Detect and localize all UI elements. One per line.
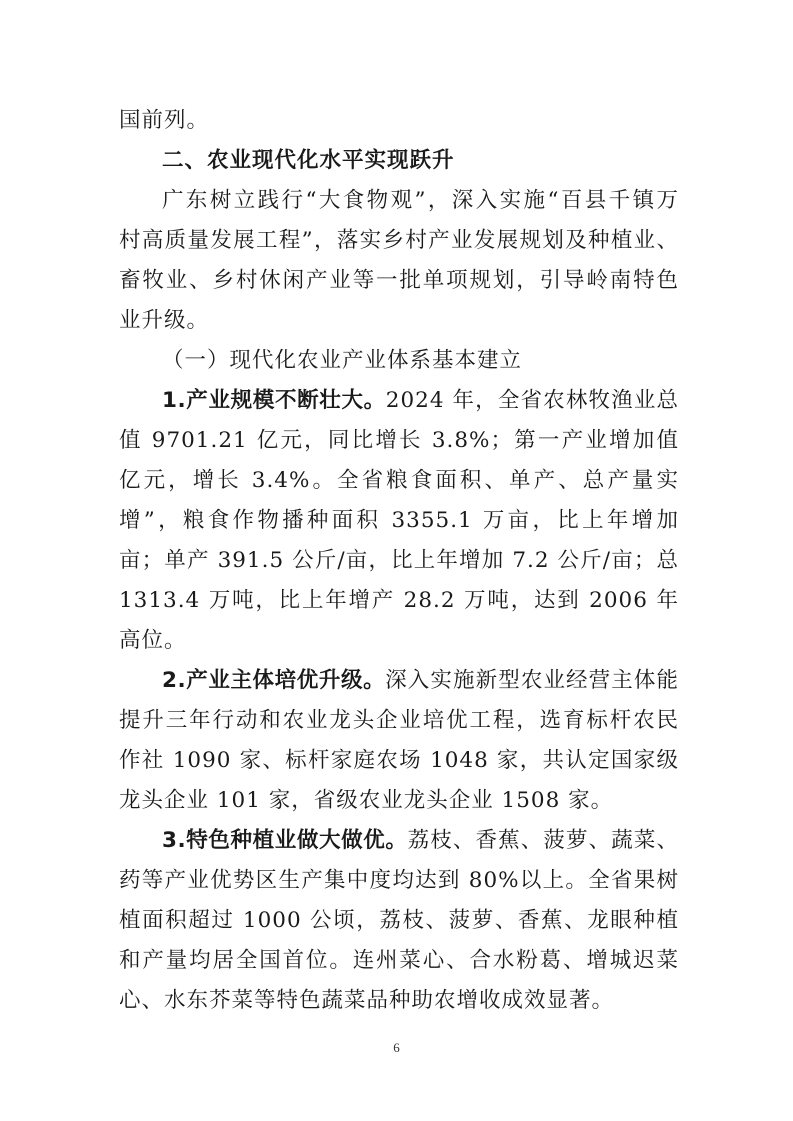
page-number: 6	[393, 1040, 400, 1055]
paragraph-first-line	[162, 386, 679, 416]
paragraph-lead: 1.产业规模不断壮大。	[162, 388, 386, 413]
paragraph-lead: 2.产业主体培优升级。	[162, 668, 386, 693]
text-line: 值 9701.21 亿元，同比增长 3.8%；第一产业增加值	[119, 428, 679, 453]
text-line: 作社 1090 家、标杆家庭农场 1048 家，共认定国家级	[119, 748, 679, 773]
paragraph-lead: 3.特色种植业做大做优。	[162, 828, 408, 853]
text-line: 提升三年行动和农业龙头企业培优工程，选育标杆农民	[119, 708, 679, 733]
paragraph-first-line	[162, 826, 679, 856]
text-line: 植面积超过 1000 公顷，荔枝、菠萝、香蕉、龙眼种植	[119, 908, 679, 933]
paragraph-text: 荔枝、香蕉、菠萝、蔬菜、	[407, 828, 679, 853]
text-line: 和产量均居全国首位。连州菜心、合水粉葛、增城迟菜	[119, 948, 679, 973]
text-line: 高位。	[119, 628, 187, 653]
text-line: 国前列。	[119, 108, 210, 133]
text-line: 心、水东芥菜等特色蔬菜品种助农增收成效显著。	[119, 988, 615, 1013]
text-line: 畜牧业、乡村休闲产业等一批单项规划，引导岭南特色	[119, 268, 679, 293]
paragraph-text: 2024 年，全省农林牧渔业总	[385, 388, 679, 413]
text-line: 村高质量发展工程”，落实乡村产业发展规划及种植业、	[119, 228, 679, 253]
text-line: 亩；单产 391.5 公斤/亩，比上年增加 7.2 公斤/亩；总	[119, 548, 679, 573]
paragraph-first-line	[162, 666, 679, 696]
subsection-heading: （一）现代化农业产业体系基本建立	[162, 348, 523, 373]
text-line: 增”，粮食作物播种面积 3355.1 万亩，比上年增加	[119, 508, 679, 533]
text-line: 龙头企业 101 家，省级农业龙头企业 1508 家。	[119, 788, 614, 813]
text-line: 广东树立践行“大食物观”，深入实施“百县千镇万	[162, 188, 679, 213]
section-heading: 二、农业现代化水平实现跃升	[162, 148, 455, 173]
text-line: 1313.4 万吨，比上年增产 28.2 万吨，达到 2006 年	[119, 588, 679, 613]
text-line: 业升级。	[119, 308, 210, 333]
paragraph-text: 深入实施新型农业经营主体能	[385, 668, 679, 693]
text-line: 亿元，增长 3.4%。全省粮食面积、单产、总产量实	[119, 468, 679, 493]
text-line: 药等产业优势区生产集中度均达到 80%以上。全省果树	[119, 868, 679, 893]
